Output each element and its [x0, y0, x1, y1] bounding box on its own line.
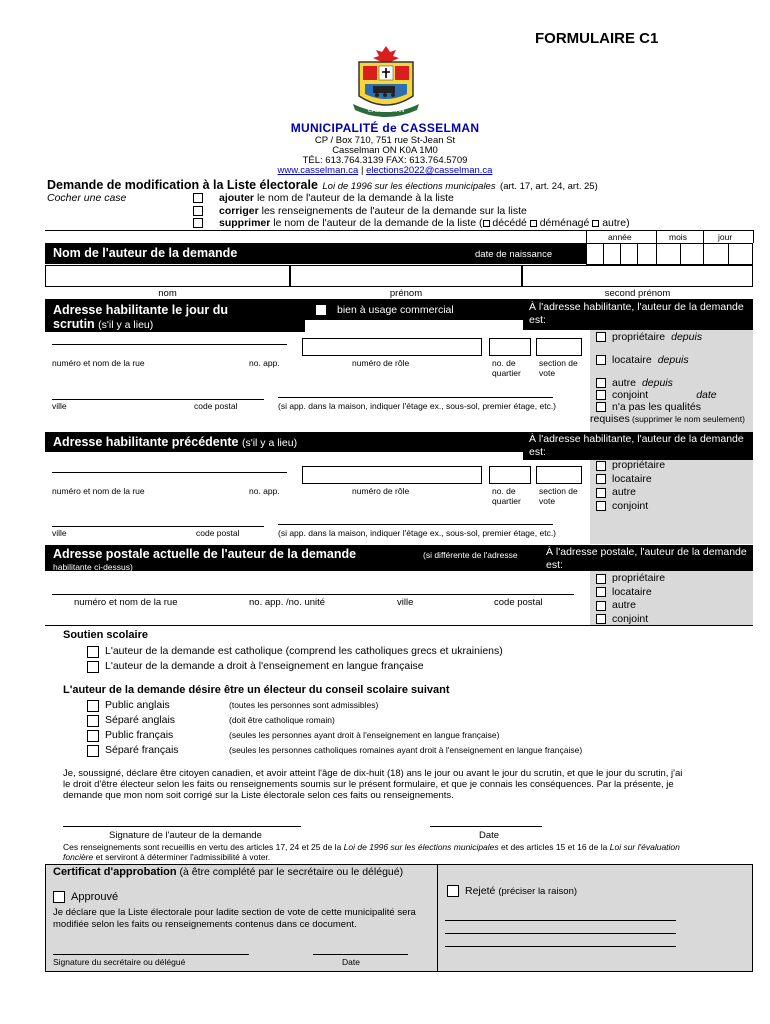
p-city-line[interactable] [52, 526, 264, 527]
other-checkbox[interactable] [592, 220, 599, 227]
crest-text: CASSELMAN [367, 107, 405, 114]
p-postal-label: code postal [196, 528, 240, 538]
rejected-label: Rejeté [465, 885, 496, 897]
mailing-title: Adresse postale actuelle de l'auteur de la demande [53, 547, 357, 561]
q-city-label: ville [52, 401, 67, 411]
qualifying-status-options [596, 331, 717, 413]
certificate-header [53, 866, 433, 878]
p-apt-label: no. app. [249, 486, 280, 496]
m-city-label: ville [397, 597, 414, 608]
legal-p3: et serviront à déterminer l'admissibilité à voter. [95, 852, 271, 862]
rejected-option [447, 885, 577, 897]
french-rights-label: L'auteur de la demande a droit à l'enseignement en langue française [105, 660, 424, 672]
board-label-3: Public français [105, 729, 174, 741]
rejected-checkbox[interactable] [447, 885, 459, 897]
p-ward-input[interactable] [489, 466, 531, 484]
p-roll-input[interactable] [302, 466, 482, 484]
approved-label: Approuvé [71, 891, 119, 903]
previous-status-title: À l'adresse habilitante, l'auteur de la demande est: [523, 432, 753, 460]
q-apt-label: no. app. [249, 358, 280, 368]
day-label: jour [718, 232, 733, 242]
q-section-input[interactable] [536, 338, 582, 356]
legal-text [63, 842, 703, 862]
mailing-status-title: À l'adresse postale, l'auteur de la demande est: [541, 545, 753, 571]
legal-p1: Ces renseignements sont recueillis en vertu des articles 17, 24 et 25 de la [63, 842, 342, 852]
reason-line-3[interactable] [445, 946, 676, 947]
approved-checkbox[interactable] [53, 891, 65, 903]
spouse-date: date [696, 389, 717, 401]
mailing-address-bar [45, 545, 541, 571]
declaration-text: Je, soussigné, déclare être citoyen canadien, et avoir atteint l'âge de dix-huit (18) ans le jour ou avant le jour du scrutin, et que le jour du scrutin, j'ai le droit d'être électeur selon les faits ou renseignements soumis sur le présent formulaire, et que je connais les conséquences. Par la présente, je demande que mon nom soit corrigé sur la Liste électorale selon ces faits ou renseignements. [63, 768, 683, 801]
board-checkbox-4[interactable] [87, 745, 99, 757]
check-prompt: Cocher une case [47, 192, 127, 204]
other-since: depuis [641, 377, 673, 389]
mailing-status-options [596, 572, 665, 626]
m-street-label: numéro et nom de la rue [74, 597, 178, 608]
p-section-label: section de vote [539, 486, 578, 506]
q-section-label: section de vote [539, 358, 578, 378]
q-ward-input[interactable] [489, 338, 531, 356]
board-checkbox-3[interactable] [87, 730, 99, 742]
q-postal-label: code postal [194, 401, 238, 411]
previous-status-options [596, 459, 665, 513]
qualifying-hint: (s'il y a lieu) [98, 319, 154, 331]
tenant-checkbox[interactable] [596, 355, 606, 365]
other-label: autre [612, 377, 636, 389]
qualifying-title: Adresse habilitante le jour du [53, 303, 229, 317]
law-name: Loi de 1996 sur les élections municipales [322, 181, 496, 192]
email-link[interactable]: elections2022@casselman.ca [366, 165, 493, 176]
link-separator: | [360, 165, 364, 176]
last-name-input[interactable] [45, 265, 290, 287]
name-section-title: Nom de l'auteur de la demande [53, 246, 238, 260]
casselman-crest-logo [345, 44, 427, 120]
prev-owner-checkbox[interactable] [596, 461, 606, 471]
certificate-hint: (à être complété par le secrétaire ou le délégué) [179, 866, 404, 878]
spouse-label: conjoint [612, 389, 649, 401]
catholic-checkbox[interactable] [87, 646, 99, 658]
request-title: Demande de modification à la Liste électorale [47, 178, 318, 192]
m-postal-label: code postal [494, 597, 543, 608]
board-label-1: Public anglais [105, 699, 170, 711]
p-roll-label: numéro de rôle [352, 486, 410, 496]
last-name-label: nom [158, 288, 177, 299]
q-apt-note-line[interactable] [278, 397, 553, 398]
website-link[interactable]: www.casselman.ca [277, 165, 359, 176]
reason-line-1[interactable] [445, 920, 676, 921]
not-qualified-label: n'a pas les qualités [612, 401, 701, 413]
opt-other: autre) [602, 217, 630, 229]
second-name-label: second prénom [604, 288, 671, 299]
address-line-2: Casselman ON K0A 1M0 [332, 145, 438, 156]
m-apt-label: no. app. /no. unité [249, 597, 326, 608]
board-title: L'auteur de la demande désire être un électeur du conseil scolaire suivant [63, 684, 450, 696]
p-apt-note: (si app. dans la maison, indiquer l'étage ex., sous-sol, premier étage, etc.) [278, 528, 557, 538]
second-name-input[interactable] [522, 265, 753, 287]
owner-checkbox[interactable] [596, 332, 606, 342]
qualifying-title-2: scrutin [53, 317, 95, 331]
mail-tenant-checkbox[interactable] [596, 587, 606, 597]
certificate-text: Je déclare que la Liste électorale pour ladite section de vote de cette municipalité sera modifiée selon les faits ou renseignements contenus dans ce document. [53, 907, 416, 930]
qualifying-address-bar [45, 300, 305, 332]
mailing-address-line[interactable] [52, 594, 574, 595]
p-street-label: numéro et nom de la rue [52, 486, 145, 496]
add-checkbox[interactable] [193, 193, 203, 203]
french-rights-checkbox[interactable] [87, 661, 99, 673]
reason-line-2[interactable] [445, 933, 676, 934]
mail-owner-label: propriétaire [612, 572, 666, 584]
opt-deceased: décédé [492, 217, 527, 229]
dob-header-row [45, 230, 753, 243]
opt-del-text: le nom de l'auteur de la demande de la liste ( [273, 217, 483, 229]
tenant-since: depuis [657, 354, 689, 366]
school-options [87, 644, 503, 674]
q-city-line[interactable] [52, 399, 264, 400]
opt-fix-bold: corriger [219, 204, 259, 217]
tenant-label: locataire [612, 354, 652, 366]
p-apt-note-line[interactable] [278, 524, 553, 525]
school-title: Soutien scolaire [63, 629, 148, 641]
year-label: année [608, 232, 632, 242]
board-checkbox-2[interactable] [87, 715, 99, 727]
previous-hint: (s'il y a lieu) [241, 437, 298, 449]
clerk-date-label: Date [342, 957, 360, 967]
signature-line[interactable] [63, 826, 301, 827]
mail-spouse-checkbox[interactable] [596, 614, 606, 624]
catholic-label: L'auteur de la demande est catholique (comprend les catholiques grecs et ukrainiens) [105, 645, 503, 657]
spouse-checkbox[interactable] [596, 390, 606, 400]
dob-label: date de naissance [475, 249, 553, 260]
mail-tenant-label: locataire [612, 585, 652, 598]
deceased-checkbox[interactable] [483, 220, 490, 227]
not-qualified-note: (supprimer le nom seulement) [632, 414, 745, 424]
qualifying-status-title: À l'adresse habilitante, l'auteur de la demande est: [523, 300, 753, 330]
form-title: FORMULAIRE C1 [535, 30, 659, 47]
board-label-4: Séparé français [105, 744, 179, 756]
signature-label: Signature de l'auteur de la demande [109, 830, 262, 841]
q-apt-note: (si app. dans la maison, indiquer l'étage ex., sous-sol, premier étage, etc.) [278, 401, 557, 411]
owner-since: depuis [671, 331, 703, 343]
moved-checkbox[interactable] [530, 220, 537, 227]
owner-label: propriétaire [612, 331, 666, 343]
q-roll-input[interactable] [302, 338, 482, 356]
municipality-name: MUNICIPALITÉ de CASSELMAN [290, 121, 480, 135]
opt-add-bold: ajouter [219, 192, 255, 204]
mail-spouse-label: conjoint [612, 612, 649, 625]
law-articles: (art. 17, art. 24, art. 25) [500, 181, 598, 192]
prev-other-label: autre [612, 486, 636, 498]
p-ward-label: no. de quartier [492, 486, 521, 506]
month-label: mois [669, 232, 687, 242]
legal-law1: Loi de 1996 sur les élections municipales [343, 842, 499, 852]
p-city-label: ville [52, 528, 67, 538]
date-line[interactable] [430, 826, 542, 827]
board-note-1: (toutes les personnes sont admissibles) [229, 700, 379, 710]
q-ward-label: no. de quartier [492, 358, 521, 378]
mail-owner-checkbox[interactable] [596, 574, 606, 584]
request-options [193, 192, 630, 230]
certificate-title: Certificat d'approbation [53, 866, 177, 878]
legal-p2: et des articles 15 et 16 de la [501, 842, 608, 852]
first-name-input[interactable] [290, 265, 522, 287]
commercial-bar [305, 300, 523, 320]
clerk-signature-label: Signature du secrétaire ou délégué [53, 957, 186, 967]
phone-fax: TÉL: 613.764.3139 FAX: 613.764.5709 [302, 155, 468, 166]
clerk-date-line[interactable] [313, 954, 408, 955]
prev-tenant-checkbox[interactable] [596, 474, 606, 484]
previous-title: Adresse habilitante précédente [53, 435, 239, 449]
opt-del-bold: supprimer [219, 217, 271, 229]
previous-address-bar [45, 432, 523, 452]
board-options [87, 698, 582, 758]
board-note-3: (seules les personnes ayant droit à l'enseignement en langue française) [229, 730, 500, 740]
q-roll-label: numéro de rôle [352, 358, 410, 368]
board-label-2: Séparé anglais [105, 714, 176, 726]
date-label: Date [479, 830, 500, 841]
other-status-checkbox[interactable] [596, 378, 606, 388]
mail-other-checkbox[interactable] [596, 601, 606, 611]
prev-owner-label: propriétaire [612, 459, 666, 471]
board-note-4: (seules les personnes catholiques romaines ayant droit à l'enseignement en langue française) [229, 745, 583, 755]
prev-other-checkbox[interactable] [596, 488, 606, 498]
commercial-label: bien à usage commercial [337, 304, 454, 316]
opt-add-text: le nom de l'auteur de la demande à la liste [256, 192, 454, 204]
mailing-hint: (si différente de l'adresse habilitante ci-dessus) [53, 550, 518, 572]
prev-tenant-label: locataire [612, 472, 652, 485]
first-name-label: prénom [389, 288, 423, 299]
opt-fix-text: les renseignements de l'auteur de la demande sur la liste [261, 204, 527, 217]
name-section-bar [45, 243, 586, 264]
legal-law2: Loi sur l'évaluation foncière [63, 842, 680, 862]
not-qualified-checkbox[interactable] [596, 402, 606, 412]
mail-other-label: autre [612, 599, 636, 611]
rejected-hint: (préciser la raison) [498, 885, 578, 897]
address-line-1: CP / Box 710, 751 rue St-Jean St [314, 135, 456, 146]
contact-links [0, 165, 770, 176]
clerk-signature-line[interactable] [53, 954, 249, 955]
q-street-line[interactable] [52, 344, 287, 345]
commercial-checkbox[interactable] [315, 304, 327, 316]
board-note-2: (doit être catholique romain) [229, 715, 335, 725]
p-street-line[interactable] [52, 472, 287, 473]
correct-checkbox[interactable] [193, 206, 203, 216]
approved-option [53, 891, 118, 903]
not-qualified-required: requises [590, 413, 630, 425]
p-section-input[interactable] [536, 466, 582, 484]
prev-spouse-checkbox[interactable] [596, 501, 606, 511]
board-checkbox-1[interactable] [87, 700, 99, 712]
delete-checkbox[interactable] [193, 218, 203, 228]
opt-moved: déménagé [539, 217, 590, 229]
q-street-label: numéro et nom de la rue [52, 358, 145, 368]
prev-spouse-label: conjoint [612, 499, 649, 512]
